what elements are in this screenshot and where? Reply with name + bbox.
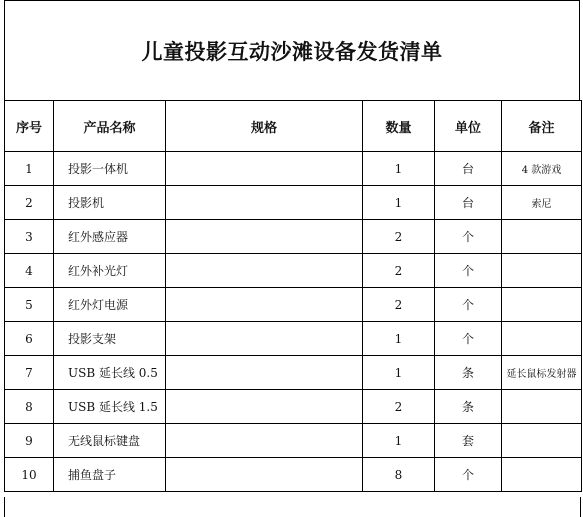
cell-qty: 1 — [363, 322, 435, 356]
table-row — [5, 186, 582, 220]
cell-note — [502, 254, 582, 288]
cell-note — [502, 424, 582, 458]
cell-name: 无线鼠标键盘 — [54, 424, 166, 458]
cell-qty: 2 — [363, 390, 435, 424]
cell-note: 4 款游戏 — [502, 152, 582, 186]
cell-unit: 个 — [435, 254, 502, 288]
cell-name: 红外感应器 — [54, 220, 166, 254]
cell-spec — [166, 152, 363, 186]
table-row — [5, 288, 582, 322]
cell-note: 延长鼠标发射器 — [502, 356, 582, 390]
cell-seq: 6 — [5, 322, 54, 356]
cell-note — [502, 458, 582, 492]
cell-note — [502, 220, 582, 254]
cell-spec — [166, 390, 363, 424]
cell-qty: 1 — [363, 356, 435, 390]
cell-spec — [166, 322, 363, 356]
table-row — [5, 152, 582, 186]
cell-name: USB 延长线 0.5 — [54, 356, 166, 390]
cell-unit: 个 — [435, 322, 502, 356]
cell-qty: 1 — [363, 186, 435, 220]
cell-qty: 2 — [363, 288, 435, 322]
cell-name: 投影一体机 — [54, 152, 166, 186]
cell-unit: 个 — [435, 288, 502, 322]
header-row — [5, 101, 582, 152]
cell-unit: 条 — [435, 356, 502, 390]
header-note: 备注 — [502, 101, 582, 152]
cell-spec — [166, 220, 363, 254]
cell-name: 捕鱼盘子 — [54, 458, 166, 492]
cell-name: 投影机 — [54, 186, 166, 220]
table-row — [5, 458, 582, 492]
cell-qty: 2 — [363, 220, 435, 254]
header-qty: 数量 — [363, 101, 435, 152]
table-row — [5, 254, 582, 288]
cell-seq: 4 — [5, 254, 54, 288]
table-row — [5, 390, 582, 424]
cell-seq: 8 — [5, 390, 54, 424]
cell-unit: 台 — [435, 152, 502, 186]
cell-spec — [166, 424, 363, 458]
shipping-table — [4, 100, 582, 492]
cell-qty: 1 — [363, 152, 435, 186]
cell-seq: 5 — [5, 288, 54, 322]
cell-note — [502, 288, 582, 322]
title-cell — [4, 0, 580, 100]
cell-unit: 个 — [435, 220, 502, 254]
cell-seq: 1 — [5, 152, 54, 186]
header-unit: 单位 — [435, 101, 502, 152]
cell-name: 红外补光灯 — [54, 254, 166, 288]
cell-name: USB 延长线 1.5 — [54, 390, 166, 424]
table-row — [5, 424, 582, 458]
cell-unit: 条 — [435, 390, 502, 424]
table-row — [5, 220, 582, 254]
cell-spec — [166, 186, 363, 220]
cell-spec — [166, 288, 363, 322]
header-name: 产品名称 — [54, 101, 166, 152]
cell-spec — [166, 254, 363, 288]
cell-note — [502, 390, 582, 424]
cell-seq: 2 — [5, 186, 54, 220]
cell-name: 红外灯电源 — [54, 288, 166, 322]
header-seq: 序号 — [5, 101, 54, 152]
cell-seq: 9 — [5, 424, 54, 458]
header-spec: 规格 — [166, 101, 363, 152]
table-row — [5, 322, 582, 356]
table-row — [5, 356, 582, 390]
page-title: 儿童投影互动沙滩设备发货清单 — [141, 39, 443, 64]
cell-note: 索尼 — [502, 186, 582, 220]
cell-qty: 1 — [363, 424, 435, 458]
cell-note — [502, 322, 582, 356]
cell-seq: 3 — [5, 220, 54, 254]
cell-unit: 套 — [435, 424, 502, 458]
cell-seq: 7 — [5, 356, 54, 390]
cell-unit: 个 — [435, 458, 502, 492]
cell-qty: 2 — [363, 254, 435, 288]
cell-spec — [166, 356, 363, 390]
cell-qty: 8 — [363, 458, 435, 492]
cell-name: 投影支架 — [54, 322, 166, 356]
footer-cell — [4, 497, 581, 517]
cell-spec — [166, 458, 363, 492]
cell-seq: 10 — [5, 458, 54, 492]
cell-unit: 台 — [435, 186, 502, 220]
